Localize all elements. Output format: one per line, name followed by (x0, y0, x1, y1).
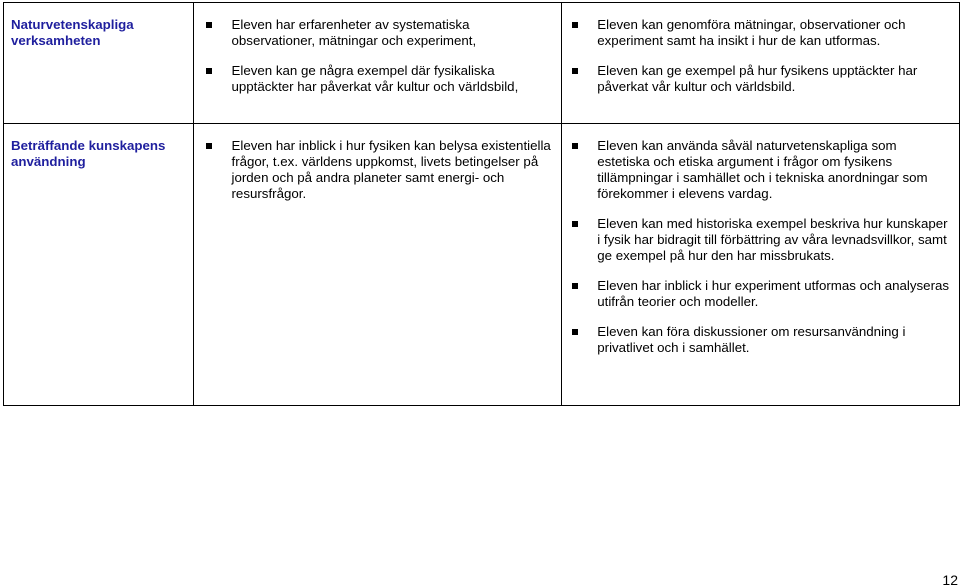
square-bullet-icon (572, 221, 578, 227)
square-bullet-icon (572, 283, 578, 289)
list-item (562, 138, 959, 202)
row-heading: Naturvetenskapliga verksamheten (4, 3, 194, 124)
row-heading: Beträffande kunskapens användning (4, 124, 194, 406)
item-text: Eleven har inblick i hur fysiken kan belysa existentiella frågor, t.ex. världens uppkomst, livets betingelser på jorden och på andra planeter samt energi- och resursfrågor. (231, 138, 551, 201)
advanced-level-cell (562, 124, 960, 406)
item-text: Eleven kan använda såväl naturvetenskapliga som estetiska och etiska argument i frågor om fysikens tillämpningar i samhället och i tekniska anordningar som förekommer i elevens vardag. (597, 138, 928, 201)
table-row (4, 124, 960, 406)
list-item (562, 324, 959, 356)
item-text: Eleven kan ge några exempel där fysikaliska upptäckter har påverkat vår kultur och världsbild, (231, 63, 519, 94)
item-text: Eleven kan med historiska exempel beskriva hur kunskaper i fysik har bidragit till förbättring av våra levnadsvillkor, samt ge exempel på hur den har missbrukats. (597, 216, 948, 263)
list-item (562, 278, 959, 310)
square-bullet-icon (572, 329, 578, 335)
item-text: Eleven kan ge exempel på hur fysikens upptäckter har påverkat vår kultur och världsbild. (597, 63, 918, 94)
item-text: Eleven har inblick i hur experiment utformas och analyseras utifrån teorier och modeller. (597, 278, 950, 309)
basic-level-cell (193, 124, 562, 406)
advanced-level-cell (562, 3, 960, 124)
list-item (194, 63, 562, 95)
list-item (562, 63, 959, 95)
square-bullet-icon (572, 22, 578, 28)
criteria-table (3, 2, 960, 406)
list-item (562, 216, 959, 264)
list-item (194, 138, 562, 202)
list-item (194, 17, 562, 49)
item-text: Eleven kan föra diskussioner om resursanvändning i privatlivet och i samhället. (597, 324, 906, 355)
page-number: 12 (942, 572, 958, 588)
square-bullet-icon (206, 68, 212, 74)
square-bullet-icon (572, 68, 578, 74)
item-text: Eleven har erfarenheter av systematiska observationer, mätningar och experiment, (231, 17, 477, 48)
list-item (562, 17, 959, 49)
square-bullet-icon (206, 22, 212, 28)
basic-level-cell (193, 3, 562, 124)
item-text: Eleven kan genomföra mätningar, observationer och experiment samt ha insikt i hur de kan utformas. (597, 17, 906, 48)
table-row (4, 3, 960, 124)
square-bullet-icon (206, 143, 212, 149)
square-bullet-icon (572, 143, 578, 149)
